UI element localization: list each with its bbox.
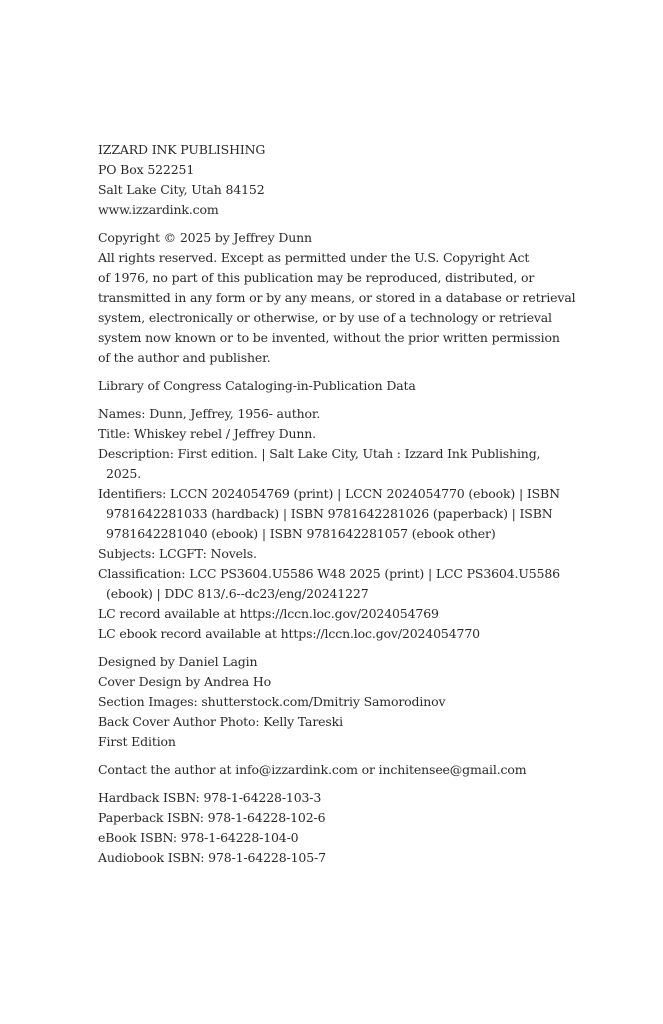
credit-author-photo: Back Cover Author Photo: Kelly Tareski bbox=[98, 714, 343, 729]
cip-description-cont: 2025. bbox=[106, 466, 142, 481]
publisher-address bbox=[98, 140, 558, 220]
cip-identifiers-cont: 9781642281040 (ebook) | ISBN 9781642281057 (ebook other) bbox=[106, 526, 496, 541]
cip-subjects: Subjects: LCGFT: Novels. bbox=[98, 546, 257, 561]
cip-heading-block bbox=[98, 376, 558, 396]
contact-line: Contact the author at info@izzardink.com or inchitensee@gmail.com bbox=[98, 762, 527, 777]
edition: First Edition bbox=[98, 734, 176, 749]
cip-lc-record: LC record available at https://lccn.loc.gov/2024054769 bbox=[98, 606, 439, 621]
cip-classification-cont: (ebook) | DDC 813/.6--dc23/eng/20241227 bbox=[106, 586, 369, 601]
rights-line: of the author and publisher. bbox=[98, 350, 271, 365]
isbn-audiobook: Audiobook ISBN: 978-1-64228-105-7 bbox=[98, 850, 326, 865]
isbn-hardback: Hardback ISBN: 978-1-64228-103-3 bbox=[98, 790, 322, 805]
rights-line: All rights reserved. Except as permitted under the U.S. Copyright Act bbox=[98, 250, 530, 265]
cip-names: Names: Dunn, Jeffrey, 1956- author. bbox=[98, 406, 321, 421]
cip-identifiers: Identifiers: LCCN 2024054769 (print) | LCCN 2024054770 (ebook) | ISBN bbox=[98, 486, 560, 501]
rights-line: transmitted in any form or by any means, or stored in a database or retrieval bbox=[98, 290, 576, 305]
copyright-page bbox=[98, 140, 576, 876]
copyright-notice bbox=[98, 228, 576, 368]
publisher-website: www.izzardink.com bbox=[98, 202, 219, 217]
rights-line: system now known or to be invented, without the prior written permission bbox=[98, 330, 560, 345]
cip-data bbox=[98, 404, 558, 644]
credit-cover: Cover Design by Andrea Ho bbox=[98, 674, 271, 689]
cip-heading: Library of Congress Cataloging-in-Publication Data bbox=[98, 378, 416, 393]
rights-line: of 1976, no part of this publication may be reproduced, distributed, or bbox=[98, 270, 535, 285]
cip-description: Description: First edition. | Salt Lake City, Utah : Izzard Ink Publishing, bbox=[98, 446, 541, 461]
rights-line: system, electronically or otherwise, or by use of a technology or retrieval bbox=[98, 310, 552, 325]
isbn-ebook: eBook ISBN: 978-1-64228-104-0 bbox=[98, 830, 299, 845]
publisher-name: IZZARD INK PUBLISHING bbox=[98, 142, 266, 157]
cip-identifiers-cont: 9781642281033 (hardback) | ISBN 9781642281026 (paperback) | ISBN bbox=[106, 506, 553, 521]
cip-lc-ebook-record: LC ebook record available at https://lccn.loc.gov/2024054770 bbox=[98, 626, 480, 641]
copyright-line: Copyright © 2025 by Jeffrey Dunn bbox=[98, 230, 312, 245]
publisher-po-box: PO Box 522251 bbox=[98, 162, 195, 177]
contact bbox=[98, 760, 558, 780]
credit-designer: Designed by Daniel Lagin bbox=[98, 654, 258, 669]
cip-title: Title: Whiskey rebel / Jeffrey Dunn. bbox=[98, 426, 317, 441]
publisher-city: Salt Lake City, Utah 84152 bbox=[98, 182, 265, 197]
isbn-paperback: Paperback ISBN: 978-1-64228-102-6 bbox=[98, 810, 326, 825]
credits bbox=[98, 652, 558, 752]
credit-section-images: Section Images: shutterstock.com/Dmitriy Samorodinov bbox=[98, 694, 446, 709]
isbn-list bbox=[98, 788, 558, 868]
cip-classification: Classification: LCC PS3604.U5586 W48 2025 (print) | LCC PS3604.U5586 bbox=[98, 566, 560, 581]
